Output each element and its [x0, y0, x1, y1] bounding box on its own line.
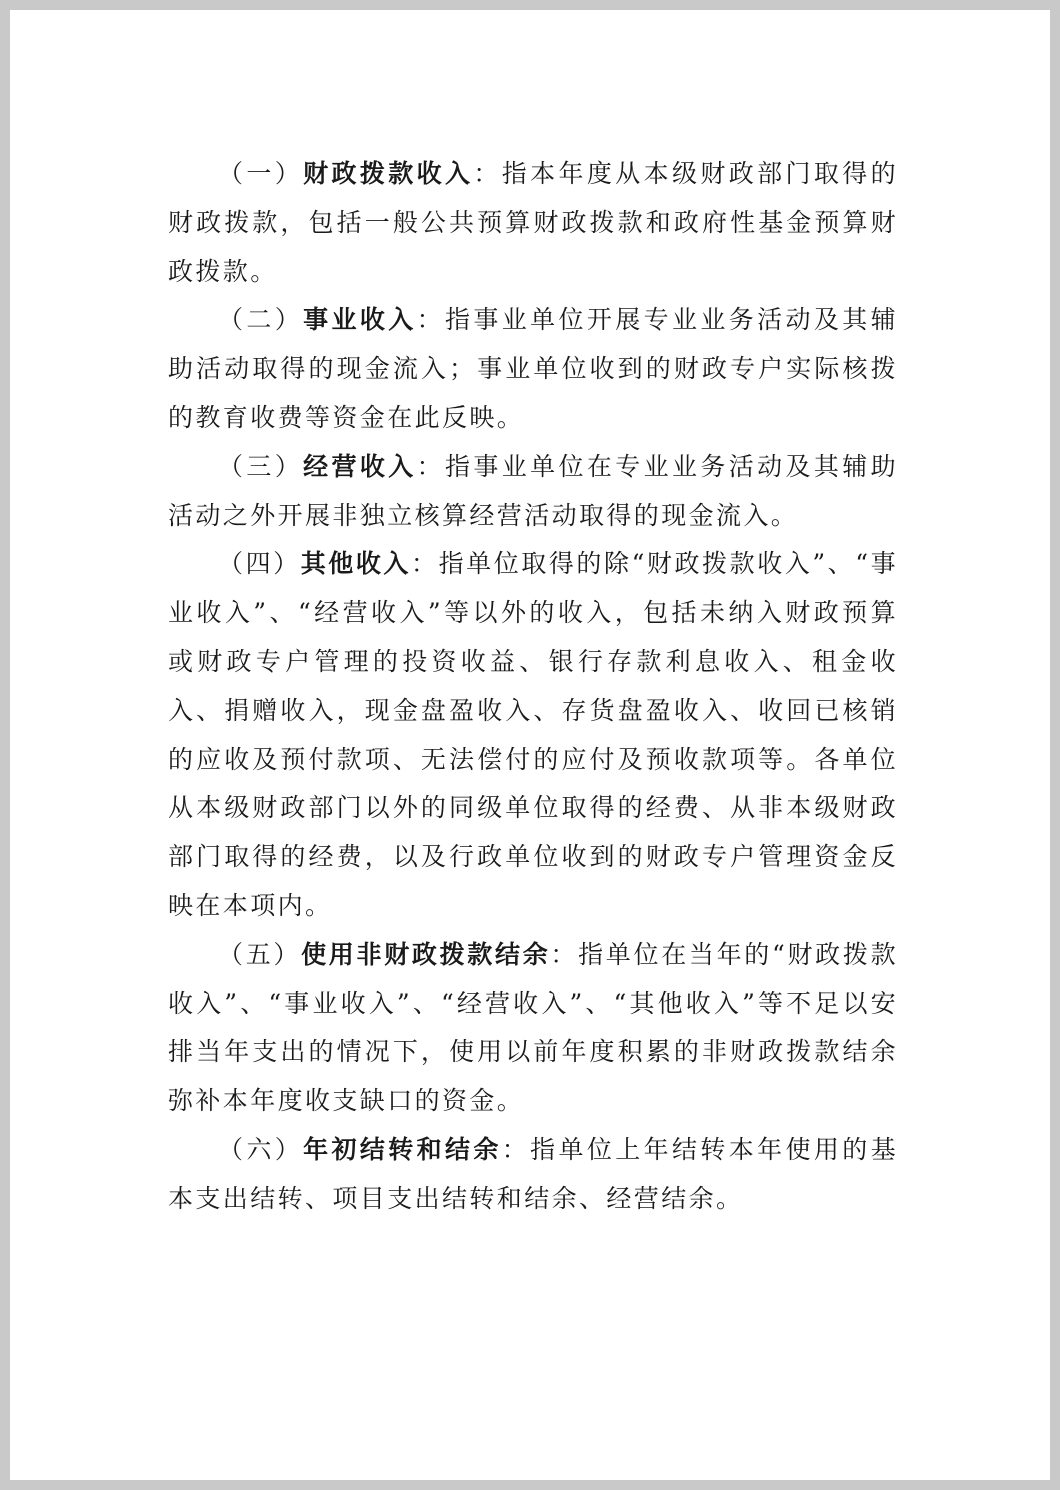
paragraph-operating-income: [168, 443, 898, 541]
paragraph-number: （一）: [218, 159, 304, 188]
paragraph-text: 指本年度从本级财政部门取得的财政拨款，包括一般公共预算财政拨款和政府性基金预算财政拨款。: [168, 159, 898, 286]
term-colon: ：: [416, 451, 445, 481]
paragraph-carryover-and-surplus: [168, 1126, 898, 1224]
term-heading: 其他收入: [300, 549, 411, 579]
term-colon: ：: [411, 549, 439, 579]
paragraph-number: （二）: [218, 305, 304, 335]
term-colon: ：: [416, 305, 445, 335]
term-heading: 财政拨款收入: [303, 159, 474, 188]
paragraph-text: 指单位取得的除“财政拨款收入”、“事业收入”、“经营收入”等以外的收入，包括未纳入财政预算或财政专户管理的投资收益、银行存款利息收入、租金收入、捐赠收入，现金盘盈收入、存货盘盈收入、收回已核销的应收及预付款项、无法偿付的应付及预收款项等。各单位从本级财政部门以外的同级单位取得的经费、从非本级财政部门取得的经费，以及行政单位收到的财政专户管理资金反映在本项内。: [168, 549, 899, 920]
paragraph-non-fiscal-surplus-use: [168, 931, 898, 1126]
term-heading: 使用非财政拨款结余: [301, 939, 551, 969]
document-body: [168, 150, 898, 1224]
paragraph-fiscal-appropriation-income: [168, 150, 898, 296]
paragraph-text: 指事业单位开展专业业务活动及其辅助活动取得的现金流入；事业单位收到的财政专户实际核拨的教育收费等资金在此反映。: [168, 305, 898, 432]
paragraph-business-income: [168, 296, 898, 442]
paragraph-number: （四）: [218, 549, 301, 579]
paragraph-other-income: [168, 540, 898, 930]
document-page: [10, 10, 1050, 1480]
paragraph-text: 指单位上年结转本年使用的基本支出结转、项目支出结转和结余、经营结余。: [168, 1134, 899, 1213]
term-heading: 年初结转和结余: [303, 1134, 502, 1164]
term-heading: 事业收入: [303, 305, 417, 335]
paragraph-text: 指单位在当年的“财政拨款收入”、“事业收入”、“经营收入”、“其他收入”等不足以安排当年支出的情况下，使用以前年度积累的非财政拨款结余弥补本年度收支缺口的资金。: [168, 939, 898, 1116]
paragraph-number: （六）: [218, 1134, 304, 1164]
paragraph-text: 指事业单位在专业业务活动及其辅助活动之外开展非独立核算经营活动取得的现金流入。: [168, 451, 898, 530]
term-colon: ：: [550, 939, 579, 969]
term-heading: 经营收入: [303, 451, 417, 481]
paragraph-number: （五）: [218, 939, 302, 969]
paragraph-number: （三）: [218, 451, 304, 481]
term-colon: ：: [501, 1134, 531, 1164]
term-colon: ：: [473, 159, 502, 188]
